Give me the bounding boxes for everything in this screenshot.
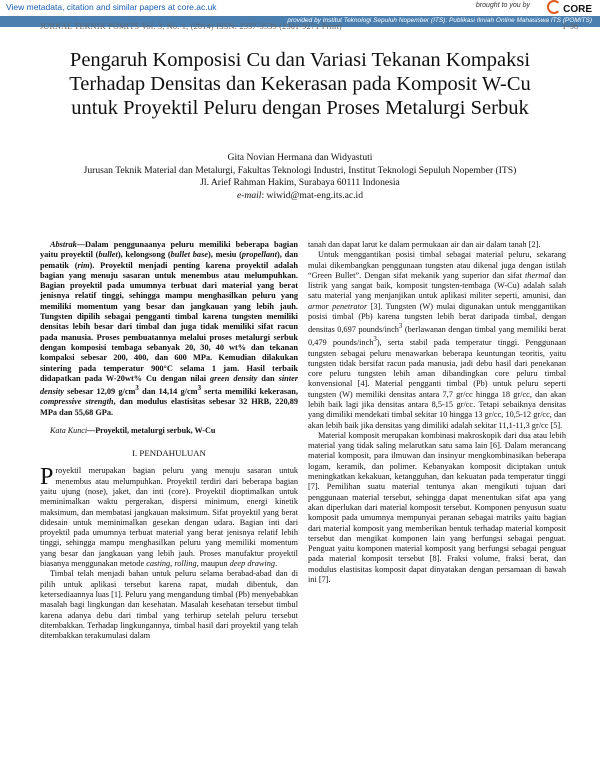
intro-paragraph-2: Timbal telah menjadi bahan untuk peluru selama berabad-abad dan di pilih untuk aplikasi tersebut karena rapat, mudah dibentuk, dan ketersediaannya luas [1]. Peluru yang mengandung timbal (Pb) menyebabkan masalah bagi lingkungan dan kesehatan. Masalah kesehatan tersebut timbul karena adanya debu dari timbal yang terhirup setelah peluru tersebut ditembakkan. Terhadap lingkungannya, timbal hasil dari proyektil yang telah ditembakkan terakumulasi dalam: [40, 569, 298, 641]
section-title-intro: I. PENDAHULUAN: [132, 448, 206, 459]
affiliation: Jurusan Teknik Material dan Metalurgi, Fakultas Teknologi Industri, Institut Teknologi Sepuluh Nopember (ITS): [83, 164, 517, 176]
core-logo[interactable]: CORE: [547, 0, 592, 15]
keywords: Kata Kunci—Proyektil, metalurgi serbuk, W-Cu: [50, 425, 216, 435]
paper-title: Pengaruh Komposisi Cu dan Variasi Tekanan Kompaksi Terhadap Densitas dan Kekerasan pada Komposit W-Cu untuk Proyektil Peluru dengan Proses Metalurgi Serbuk: [69, 49, 531, 119]
brought-by-text: brought to you by: [475, 2, 530, 9]
left-column: [40, 240, 298, 641]
abstract: Abstrak—Dalam penggunaanya peluru memiliki beberapa bagian yaitu proyektil (bullet), kelongsong (bullet base), mesiu (propellant), dan pematik (rim). Proyektil menjadi penting karena proyektil adalah bagian yang menuju sasaran untuk menembus atau melumpuhkan. Bagian proyektil pada umumnya terbuat dari material yang berat jenisnya relatif tinggi, sehingga mampu menghasilkan peluru yang memiliki momentum yang besar dan jangkauan yang lebih jauh. Tungsten dipilih sebagai pengganti timbal karena tungsten memiliki densitas lebih besar dari timbal dan juga tidak memiliki sifat racun pada manusia. Proses pembuatannya melalui proses metalurgi serbuk dengan komposisi tembaga sebanyak 20, 30, 40 wt% dan tekanan kompaksi sebesar 200, 400, dan 600 MPa. Kemudian dilakukan sintering pada temperatur 900°C selama 1 jam. Hasil terbaik didapatkan pada W-20wt% Cu dengan nilai green density dan sinter density sebesar 12,09 $g/cm^3$ dan 14,14 $g/cm^3$ serta memiliki kekerasan, compressive strength, dan modulus elastisitas sebesar 32 HRB, 220,89 MPa dan 55,68 GPa.: [40, 240, 298, 417]
author-block: [0, 152, 600, 202]
core-logo-icon: [547, 0, 561, 14]
right-paragraph-0: tanah dan dapat larut ke dalam permukaan air dan air dalam tanah [2].: [308, 240, 541, 249]
author-names: Gita Novian Hermana dan Widyastuti: [227, 152, 373, 163]
journal-header: JURNAL TEKNIK POMITS Vol. 3, No. 1, (2014) ISSN: 2337-3539 (2301-9271 Print): [40, 22, 342, 31]
address: Jl. Arief Rahman Hakim, Surabaya 60111 Indonesia: [200, 177, 400, 188]
intro-paragraph-1: Proyektil merupakan bagian peluru yang menuju sasaran untuk menembus atau melumpuhkan. Proyektil terdiri dari beberapa bagian yaitu ujung (nose), jaket, dan inti (core). Proyektil dioptimalkan untuk meminimalkan waktu pergerakan, dispersi minimum, energi kinetik maksimum, dan membatasi jangkauan maksimum. Sifat proyektil yang berat didesain untuk meminimalkan gesekan dengan udara. Bagian inti dari proyektil pada umumnya terbuat material yang berat jenisnya relatif lebih tinggi, sehingga mampu menghasilkan peluru yang memiliki momentum yang besar dan jangkauan yang lebih jauh. Proses manufaktur proyektil biasanya menggunakan metode casting, rolling, maupun deep drawing.: [40, 464, 298, 569]
core-metadata-link[interactable]: View metadata, citation and similar papers at core.ac.uk: [6, 2, 217, 12]
email: e-mail: wiwid@mat-eng.its.ac.id: [236, 189, 364, 201]
right-column: [308, 240, 566, 585]
right-paragraph-1: Untuk menggantikan posisi timbal sebagai material peluru, sekarang mulai dikembangkan penggunaan tungsten atau dikenal juga dengan istilah “Green Bullet”. Dengan sifat mekanik yang superior dan sifat thermal dan listrik yang sangat baik, komposit tungsten-tembaga (W-Cu) adalah salah satu material yang menjanjikan untuk aplikasi militer seperti, amunisi, dan armor penetrator [3]. Tungsten (W) mulai digunakan untuk menggantikan posisi timbal (Pb) karena tungsten lebih berat daripada timbal, dengan densitas 0,697 pounds/inch$^3$ (berlawanan dengan timbal yang memiliki berat 0,479 pounds/inch$^3$), serta stabil pada temperatur tinggi. Penggunaan tungsten sebagai peluru menawarkan beberapa keuntungan teoritis, yaitu tungsten tidak bersifat racun pada manusia, jadi debu hasil dari penekanan core peluru tungsten lebih aman dibandingkan core peluru timbal konvensional [4]. Material pengganti timbal (Pb) untuk peluru seperti tungsten (W) memiliki densitas antara 7,7 gr/cc hingga 18 gr/cc, dan akan lebih baik lagi jika densitas antara 8,5-15 gr/cc. Tetapi sebaiknya densitas yang dimiliki mendekati timbal sekitar 10 hingga 13 gr/cc, 10,5-12 gr/cc, dan akan lebih baik jika densitas yang dimiliki adalah sekitar 11,1-11,3 gr/cc [5].: [308, 250, 566, 430]
page-number: F-98: [562, 22, 578, 31]
right-paragraph-2: Material komposit merupakan kombinasi makroskopik dari dua atau lebih material yang tidak saling melarutkan satu sama lain [6]. Dalam merancang material komposit, para ilmuwan dan insinyur mengkombinasikan beberapa logam, keramik, dan polimer. Kebanyakan komposit diciptakan untuk meningkatkan kekakuan, ketangguhan, dan kekuatan pada temperatur tinggi [7]. Pemilihan suatu material tentunya akan mengikuti tujuan dari penggunaan material tersebut, sehingga dapat menentukan sifat apa yang akan diperlukan dari material komposit tersebut. Komponen penyusun suatu komposit pada umumnya mempunyai peranan sebagai matriks yaitu bagian dari material komposit yang memberikan bentuk terhadap material komposit tersebut dan mengikat komponen lain yang berfungsi sebagai penguat. Penguat yaitu komponen material komposit yang berfungsi sebagai penguat pada material komposit tersebut [8]. Fraksi volume, fraksi berat, dan modulus elastisitas komposit dapat dinyatakan dengan persamaan di bawah ini [7].: [308, 430, 566, 585]
provided-by-strip: provided by Institut Teknologi Sepuluh Nopember (ITS): Publikasi Ilmiah Online Mahasiswa ITS (POMITS): [0, 16, 600, 27]
